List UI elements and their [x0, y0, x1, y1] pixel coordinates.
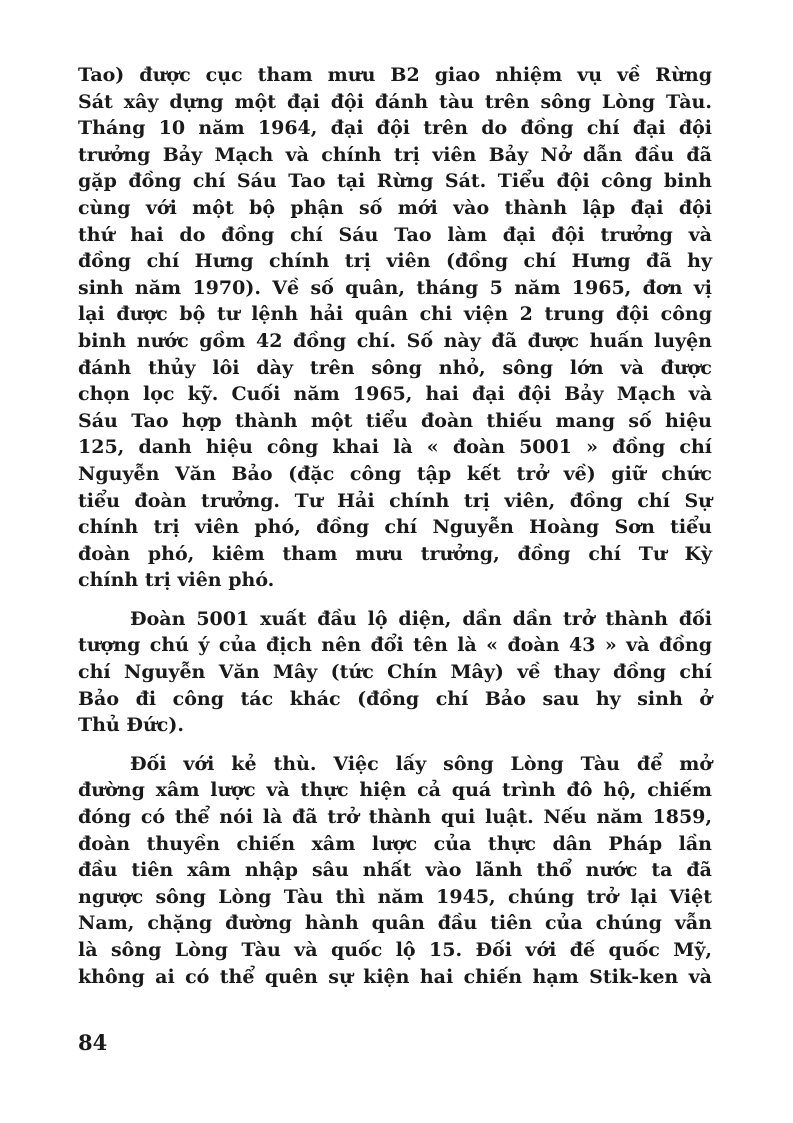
text-line: trưởng Bảy Mạch và chính trị viên Bảy Nở dẫn đầu đã	[78, 143, 712, 166]
text-line: đóng có thể nói là đã trở thành qui luật. Nếu năm 1859,	[78, 806, 712, 829]
text-line: gặp đồng chí Sáu Tao tại Rừng Sát. Tiểu đội công binh	[78, 170, 712, 193]
text-line: đoàn phó, kiêm tham mưu trưởng, đồng chí Tư Kỳ	[78, 542, 712, 565]
text-line: đánh thủy lôi dày trên sông nhỏ, sông lớn và được	[78, 356, 712, 379]
paragraph	[78, 62, 712, 594]
text-line: chí Nguyễn Văn Mây (tức Chín Mây) về thay đồng chí	[78, 661, 712, 684]
page-number: 84	[78, 1030, 108, 1055]
text-line: ngược sông Lòng Tàu thì năm 1945, chúng trở lại Việt	[78, 885, 712, 908]
text-line: 125, danh hiệu công khai là « đoàn 5001 » đồng chí	[78, 436, 712, 459]
text-line: binh nước gồm 42 đồng chí. Số này đã được huấn luyện	[78, 329, 712, 352]
text-line: đoàn thuyền chiến xâm lược của thực dân Pháp lần	[78, 832, 712, 855]
text-line: Đoàn 5001 xuất đầu lộ diện, dần dần trở thành đối	[130, 607, 712, 630]
text-line: Tao) được cục tham mưu B2 giao nhiệm vụ về Rừng	[78, 64, 712, 86]
text-line: đường xâm lược và thực hiện cả quá trình đô hộ, chiếm	[78, 779, 712, 802]
text-line: lại được bộ tư lệnh hải quân chi viện 2 trung đội công	[78, 303, 712, 326]
paragraph-gap	[78, 594, 712, 606]
text-line: Đối với kẻ thù. Việc lấy sông Lòng Tàu để mở	[130, 752, 712, 775]
page-body	[78, 62, 712, 990]
text-line: sinh năm 1970). Về số quân, tháng 5 năm 1965, đơn vị	[78, 276, 712, 299]
text-line: Bảo đi công tác khác (đồng chí Bảo sau hy sinh ở	[78, 687, 712, 710]
text-line: chính trị viên phó, đồng chí Nguyễn Hoàng Sơn tiểu	[78, 516, 712, 539]
paragraph	[78, 751, 712, 990]
paragraph	[78, 606, 712, 739]
text-line: tiểu đoàn trưởng. Tư Hải chính trị viên, đồng chí Sự	[78, 489, 712, 512]
text-line: cùng với một bộ phận số mới vào thành lập đại đội	[78, 196, 712, 219]
paragraph-gap	[78, 739, 712, 751]
text-line: Thủ Đức).	[78, 714, 184, 737]
text-line: không ai có thể quên sự kiện hai chiến hạm Stik-ken và	[78, 965, 712, 988]
text-line: thứ hai do đồng chí Sáu Tao làm đại đội trưởng và	[78, 223, 712, 246]
text-line: Nguyễn Văn Bảo (đặc công tập kết trở về) giữ chức	[78, 462, 712, 485]
text-line: chính trị viên phó.	[78, 569, 275, 592]
text-line: đầu tiên xâm nhập sâu nhất vào lãnh thổ nước ta đã	[78, 859, 712, 882]
text-line: chọn lọc kỹ. Cuối năm 1965, hai đại đội Bảy Mạch và	[78, 383, 712, 406]
text-line: Tháng 10 năm 1964, đại đội trên do đồng chí đại đội	[78, 117, 712, 140]
text-line: đồng chí Hưng chính trị viên (đồng chí Hưng đã hy	[78, 250, 712, 273]
text-line: tượng chú ý của địch nên đổi tên là « đoàn 43 » và đồng	[78, 634, 712, 657]
text-line: Sáu Tao hợp thành một tiểu đoàn thiếu mang số hiệu	[78, 409, 712, 432]
text-line: Sát xây dựng một đại đội đánh tàu trên sông Lòng Tàu.	[78, 90, 712, 113]
text-line: là sông Lòng Tàu và quốc lộ 15. Đối với đế quốc Mỹ,	[78, 939, 712, 961]
text-line: Nam, chặng đường hành quân đầu tiên của chúng vẫn	[78, 912, 712, 935]
